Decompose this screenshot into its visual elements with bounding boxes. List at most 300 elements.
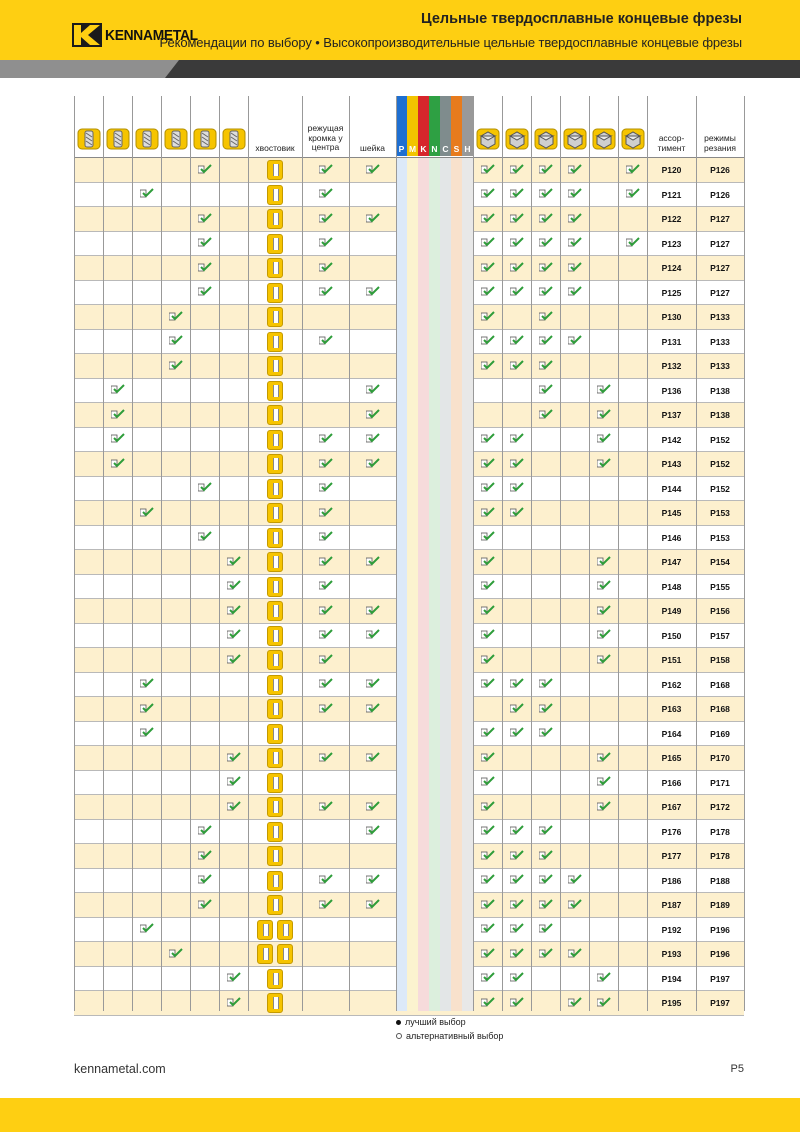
table-cell [473,893,502,917]
application-check-icon [510,678,524,691]
cutting-data-page-link[interactable]: P133 [710,336,730,347]
table-cell [502,183,531,207]
table-cell [531,844,560,868]
assortment-page-link[interactable]: P195 [661,998,682,1008]
table-cell [473,330,502,354]
application-check-icon [510,850,524,863]
table-cell [502,158,531,182]
table-cell [302,501,349,525]
table-cell [219,550,248,574]
application-check-icon [568,335,582,348]
column-divider [132,96,133,1011]
application-check-icon [539,825,553,838]
table-cell [647,869,696,893]
table-cell [696,844,744,868]
application-check-icon [481,874,495,887]
neck-check-icon [366,164,380,177]
cutting-data-page-link[interactable]: P133 [710,361,730,371]
table-cell [132,722,161,746]
table-cell [473,550,502,574]
table-cell [531,305,560,329]
application-check-icon [481,752,495,765]
table-cell [248,207,302,231]
application-check-icon [626,237,640,250]
table-cell [473,207,502,231]
neck-check-icon [366,556,380,569]
table-cell [103,403,132,427]
cutting-data-page-link[interactable]: P197 [710,973,730,984]
table-cell [647,477,696,501]
cutting-data-page-link[interactable]: P196 [710,949,730,959]
assortment-page-link[interactable]: P151 [661,655,682,665]
assortment-page-link[interactable]: P193 [661,949,682,959]
table-cell [302,869,349,893]
cutting-data-page-link[interactable]: P152 [710,483,730,494]
cutting-data-page-link[interactable]: P127 [710,263,730,273]
table-cell [647,893,696,917]
application-check-icon [510,433,524,446]
assortment-page-link[interactable]: P166 [661,777,682,788]
cutting-data-page-link[interactable]: P168 [710,679,730,690]
table-cell [161,330,190,354]
table-cell [302,746,349,770]
table-cell [560,232,589,256]
cutting-data-page-link[interactable]: P127 [710,287,730,298]
assortment-page-link[interactable]: P146 [661,532,682,543]
assortment-page-link[interactable]: P167 [661,802,682,812]
table-cell [647,158,696,182]
alternative-choice-ring-icon [396,1033,402,1039]
table-cell [349,452,396,476]
table-cell [473,795,502,819]
table-cell [248,869,302,893]
cutter-check-icon [111,433,125,446]
table-cell [560,330,589,354]
table-cell [696,232,744,256]
assortment-page-link[interactable]: P187 [661,900,682,910]
column-divider [744,96,745,1011]
table-cell [589,624,618,648]
table-cell [302,697,349,721]
table-cell [647,207,696,231]
table-cell [248,967,302,991]
table-cell [531,379,560,403]
cutting-data-page-link[interactable]: P169 [710,728,730,739]
footer-url[interactable]: kennametal.com [74,1062,166,1076]
center-cut-check-icon [319,752,333,765]
cutting-data-page-link[interactable]: P172 [710,802,730,812]
application-3-icon [534,128,558,150]
cutting-data-page-link[interactable]: P189 [710,900,730,910]
table-cell [248,575,302,599]
table-cell [219,746,248,770]
table-cell [647,428,696,452]
table-cell [531,354,560,378]
neck-column-header: шейка [360,143,385,153]
cutter-check-icon [140,678,154,691]
cutting-data-page-link[interactable]: P188 [710,875,730,886]
table-cell [502,991,531,1015]
table-cell [696,746,744,770]
table-cell [473,501,502,525]
application-check-icon [481,286,495,299]
table-cell [132,673,161,697]
application-check-icon [539,360,553,373]
cutter-type-1-icon [77,128,101,150]
center-cut-check-icon [319,580,333,593]
application-check-icon [539,678,553,691]
table-cell [132,697,161,721]
center-cut-check-icon [319,556,333,569]
cutter-check-icon [198,262,212,275]
table-cell [696,795,744,819]
table-cell [248,428,302,452]
table-cell [647,575,696,599]
table-cell [531,158,560,182]
cutting-data-page-link[interactable]: P127 [710,214,730,224]
table-cell [302,452,349,476]
material-M-label: M [408,144,417,154]
assortment-page-link[interactable]: P145 [661,508,682,518]
cutting-data-page-link[interactable]: P152 [710,434,730,445]
assortment-page-link[interactable]: P125 [661,287,682,298]
table-cell [696,918,744,942]
shank-icon [267,503,283,523]
center-cut-check-icon [319,531,333,544]
assortment-page-link[interactable]: P120 [661,165,682,175]
material-P-column [396,158,407,1011]
table-cell [560,207,589,231]
table-cell [696,526,744,550]
assortment-page-link[interactable]: P148 [661,581,682,592]
application-check-icon [597,580,611,593]
table-cell [647,844,696,868]
cutting-data-page-link[interactable]: P171 [710,777,730,788]
table-cell [696,599,744,623]
table-cell [647,746,696,770]
cutter-check-icon [227,654,241,667]
assortment-page-link[interactable]: P121 [661,189,682,200]
legend-alternative [396,1031,503,1041]
table-cell [589,967,618,991]
table-cell [560,281,589,305]
cutting-data-page-link[interactable]: P154 [710,557,730,567]
table-cell [302,550,349,574]
shank-alt-icon [277,944,293,964]
table-cell [248,403,302,427]
table-cell [647,697,696,721]
table-cell [502,281,531,305]
table-cell [190,232,219,256]
cutting-data-page-link[interactable]: P126 [710,189,730,200]
application-check-icon [539,727,553,740]
table-cell [696,550,744,574]
header-stripe [0,60,800,78]
assortment-page-link[interactable]: P136 [661,385,682,396]
table-cell [302,599,349,623]
application-1-icon [476,128,500,150]
shank-icon [257,944,273,964]
assortment-page-link[interactable]: P194 [661,973,682,984]
cutting-data-page-link[interactable]: P178 [710,851,730,861]
assortment-page-link[interactable]: P163 [661,704,682,714]
cutter-check-icon [198,286,212,299]
assortment-column-header: ассор-тимент [657,133,686,153]
assortment-page-link[interactable]: P147 [661,557,682,567]
table-cell [531,722,560,746]
assortment-page-link[interactable]: P192 [661,924,682,935]
cutting-data-page-link[interactable]: P127 [710,238,730,249]
center-cut-check-icon [319,458,333,471]
application-check-icon [539,213,553,226]
table-cell [647,550,696,574]
center-cut-check-icon [319,237,333,250]
table-cell [219,624,248,648]
cutter-check-icon [169,335,183,348]
table-cell [696,648,744,672]
table-cell [473,183,502,207]
application-check-icon [597,433,611,446]
assortment-page-link[interactable]: P162 [661,679,682,690]
application-check-icon [597,654,611,667]
cutter-check-icon [111,409,125,422]
column-divider [190,96,191,1011]
application-check-icon [510,237,524,250]
shank-icon [267,724,283,744]
table-cell [647,452,696,476]
shank-icon [257,920,273,940]
application-check-icon [568,262,582,275]
shank-icon [267,454,283,474]
application-check-icon [481,776,495,789]
table-cell [302,207,349,231]
center-cut-check-icon [319,433,333,446]
table-cell [589,746,618,770]
assortment-page-link[interactable]: P165 [661,753,682,763]
application-check-icon [510,948,524,961]
shank-icon [267,969,283,989]
column-divider [161,96,162,1011]
assortment-page-link[interactable]: P132 [661,361,682,371]
cutting-data-page-link[interactable]: P153 [710,532,730,543]
shank-icon [267,699,283,719]
table-cell [560,991,589,1015]
cutting-data-page-link[interactable]: P133 [710,312,730,322]
neck-check-icon [366,899,380,912]
table-cell [473,967,502,991]
cutting-data-page-link[interactable]: P156 [710,606,730,616]
shank-icon [267,258,283,278]
cutter-check-icon [198,237,212,250]
table-cell [589,452,618,476]
table-cell [502,844,531,868]
cutter-type-5-icon [193,128,217,150]
table-cell [349,869,396,893]
cutter-check-icon [198,899,212,912]
table-cell [248,526,302,550]
shank-icon [267,993,283,1013]
center-cut-check-icon [319,482,333,495]
table-cell [502,697,531,721]
table-cell [248,452,302,476]
cutting-data-page-link[interactable]: P157 [710,630,730,641]
application-check-icon [597,801,611,814]
neck-check-icon [366,605,380,618]
cutting-data-page-link[interactable]: P168 [710,704,730,714]
center-cut-check-icon [319,213,333,226]
table-cell [190,820,219,844]
neck-check-icon [366,678,380,691]
table-cell [696,452,744,476]
assortment-page-link[interactable]: P177 [661,851,682,861]
application-check-icon [481,164,495,177]
kennametal-k-icon [72,23,102,47]
table-cell [248,746,302,770]
application-check-icon [510,482,524,495]
table-cell [248,158,302,182]
table-cell [696,305,744,329]
application-check-icon [481,678,495,691]
assortment-page-link[interactable]: P150 [661,630,682,641]
center-cut-check-icon [319,678,333,691]
table-cell [302,477,349,501]
table-cell [502,869,531,893]
application-check-icon [481,801,495,814]
table-cell [647,256,696,280]
cutting-data-page-link[interactable]: P170 [710,753,730,763]
material-H-color-bar [462,96,473,142]
assortment-page-link[interactable]: P142 [661,434,682,445]
table-cell [219,795,248,819]
application-check-icon [539,384,553,397]
cutter-check-icon [227,972,241,985]
application-check-icon [539,335,553,348]
cutting-data-page-link[interactable]: P138 [710,385,730,396]
column-divider [696,96,697,1011]
application-check-icon [597,409,611,422]
table-cell [696,991,744,1015]
table-cell [589,795,618,819]
table-cell [349,893,396,917]
assortment-page-link[interactable]: P143 [661,459,682,469]
material-S-column [451,158,462,1011]
assortment-page-link[interactable]: P137 [661,410,682,420]
page-subtitle: Рекомендации по выбору • Высокопроизводительные цельные твердосплавные концевые фрезы [159,35,742,50]
application-check-icon [539,164,553,177]
table-cell [349,697,396,721]
table-cell [473,158,502,182]
table-cell [531,232,560,256]
table-cell [647,183,696,207]
assortment-page-link[interactable]: P164 [661,728,682,739]
shank-icon [267,797,283,817]
table-cell [531,673,560,697]
cutting-data-page-link[interactable]: P196 [710,924,730,935]
assortment-page-link[interactable]: P144 [661,483,682,494]
assortment-page-link[interactable]: P131 [661,336,682,347]
table-cell [502,354,531,378]
assortment-page-link[interactable]: P149 [661,606,682,616]
table-cell [502,256,531,280]
neck-check-icon [366,213,380,226]
table-cell [531,281,560,305]
table-cell [647,526,696,550]
table-cell [190,158,219,182]
cutting-data-page-link[interactable]: P152 [710,459,730,469]
assortment-page-link[interactable]: P124 [661,263,682,273]
shank-icon [267,552,283,572]
table-cell [502,820,531,844]
table-cell [696,624,744,648]
table-cell [531,330,560,354]
application-check-icon [568,286,582,299]
shank-icon [267,234,283,254]
material-C-column [440,158,451,1011]
table-cell [190,477,219,501]
cutter-check-icon [227,752,241,765]
table-cell [473,648,502,672]
assortment-page-link[interactable]: P176 [661,826,682,837]
application-check-icon [568,237,582,250]
table-cell [502,893,531,917]
cutter-type-3-icon [135,128,159,150]
table-cell [248,624,302,648]
table-cell [248,844,302,868]
assortment-page-link[interactable]: P130 [661,312,682,322]
table-cell [589,599,618,623]
table-cell [560,942,589,966]
application-check-icon [597,752,611,765]
assortment-page-link[interactable]: P123 [661,238,682,249]
table-cell [647,991,696,1015]
shank-icon [267,773,283,793]
cutting-data-page-link[interactable]: P178 [710,826,730,837]
cutting-data-page-link[interactable]: P155 [710,581,730,592]
shank-icon [267,650,283,670]
cutting-data-page-link[interactable]: P158 [710,655,730,665]
application-check-icon [539,923,553,936]
shank-icon [267,846,283,866]
table-cell [349,281,396,305]
cutting-data-page-link[interactable]: P197 [710,998,730,1008]
material-N-color-bar [429,96,440,142]
application-check-icon [539,311,553,324]
assortment-page-link[interactable]: P122 [661,214,682,224]
table-cell [502,207,531,231]
cutting-data-page-link[interactable]: P138 [710,410,730,420]
shank-icon [267,601,283,621]
cutting-data-page-link[interactable]: P153 [710,508,730,518]
cutting-data-page-link[interactable]: P126 [710,165,730,175]
assortment-page-link[interactable]: P186 [661,875,682,886]
application-check-icon [481,262,495,275]
column-divider [396,96,397,1011]
column-divider [618,96,619,1011]
table-cell [696,575,744,599]
center-cut-check-icon [319,335,333,348]
application-check-icon [481,556,495,569]
center-cut-check-icon [319,507,333,520]
table-cell [349,207,396,231]
table-cell [696,158,744,182]
table-cell [248,991,302,1015]
application-check-icon [481,825,495,838]
shank-icon [267,479,283,499]
brand-name: KENNAMETAL [105,26,198,44]
neck-check-icon [366,874,380,887]
table-cell [349,379,396,403]
table-cell [248,820,302,844]
